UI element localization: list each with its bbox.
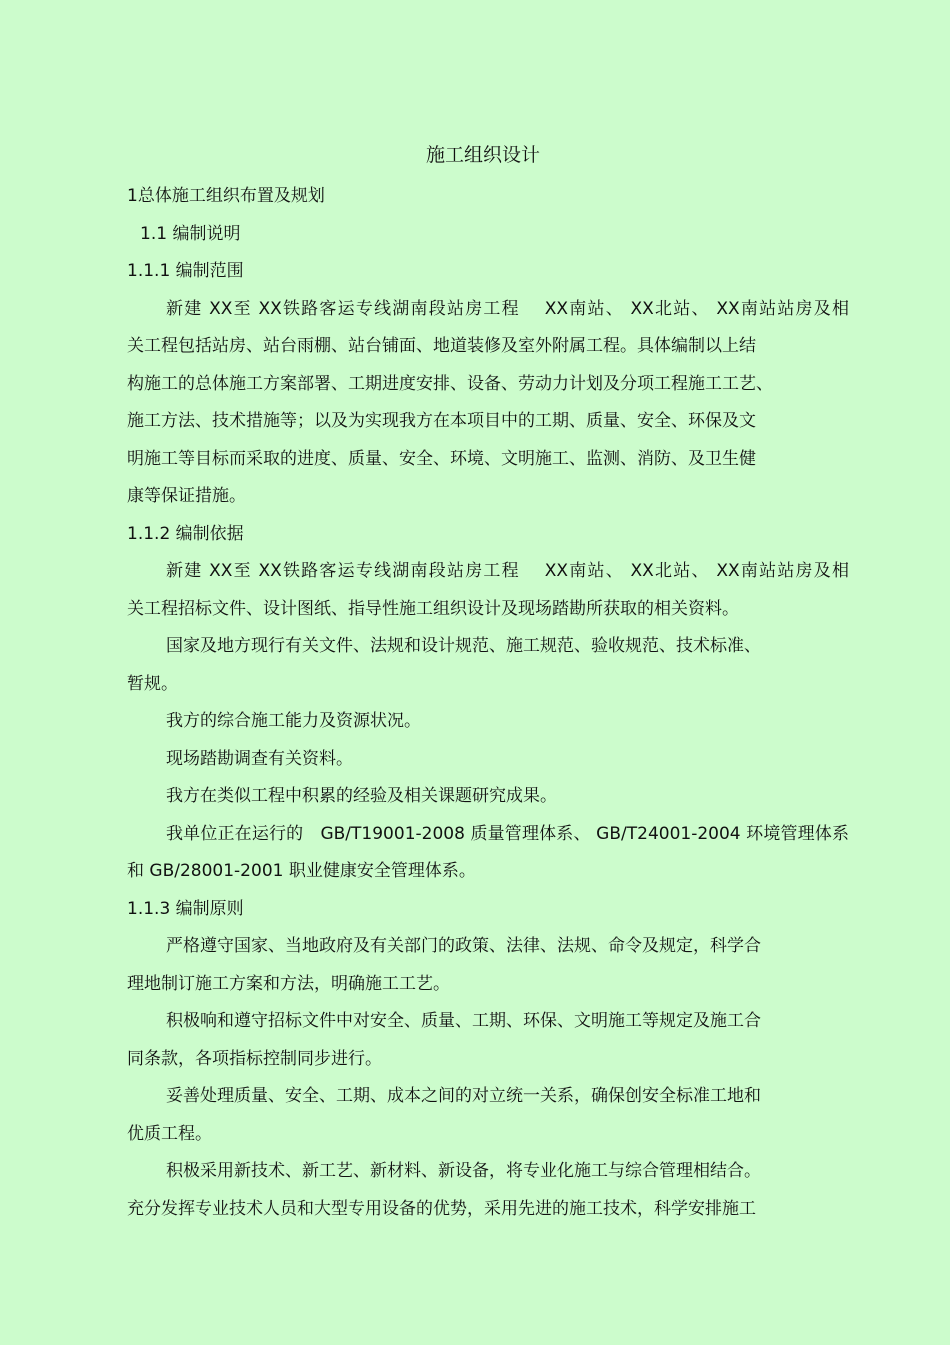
paragraph-line: 充分发挥专业技术人员和大型专用设备的优势，采用先进的施工技术，科学安排施工 bbox=[127, 1198, 756, 1219]
section-heading: 1总体施工组织布置及规划 bbox=[127, 186, 325, 206]
paragraph-line: 理地制订施工方案和方法，明确施工工艺。 bbox=[127, 973, 450, 994]
section-heading: 1.1 编制说明 bbox=[140, 223, 241, 244]
section-heading: 1.1.1 编制范围 bbox=[127, 261, 244, 281]
paragraph-line: 我方的综合施工能力及资源状况。 bbox=[166, 711, 421, 731]
paragraph-line: 关工程包括站房、站台雨棚、站台铺面、地道装修及室外附属工程。具体编制以上结 bbox=[127, 336, 756, 356]
section-heading: 1.1.2 编制依据 bbox=[127, 523, 244, 544]
paragraph-line: 现场踏勘调查有关资料。 bbox=[166, 748, 353, 769]
document-body bbox=[127, 178, 849, 1228]
paragraph-line: 我方在类似工程中积累的经验及相关课题研究成果。 bbox=[166, 786, 557, 806]
paragraph-line: 同条款，各项指标控制同步进行。 bbox=[127, 1048, 382, 1069]
paragraph-line: 我单位正在运行的 GB/T19001-2008 质量管理体系、 GB/T24001-2004 环境管理体系 bbox=[166, 823, 849, 844]
paragraph-line: 妥善处理质量、安全、工期、成本之间的对立统一关系，确保创安全标准工地和 bbox=[166, 1086, 761, 1106]
paragraph-line: 新建 XX至 XX铁路客运专线湖南段站房工程 XX南站、 XX北站、 XX南站站房及相 bbox=[166, 561, 849, 581]
paragraph-line: 和 GB/28001-2001 职业健康安全管理体系。 bbox=[127, 861, 476, 881]
paragraph-line: 积极响和遵守招标文件中对安全、质量、工期、环保、文明施工等规定及施工合 bbox=[166, 1011, 761, 1031]
paragraph-line: 康等保证措施。 bbox=[127, 486, 246, 506]
paragraph-line: 暂规。 bbox=[127, 673, 178, 694]
paragraph-line: 明施工等目标而采取的进度、质量、安全、环境、文明施工、监测、消防、及卫生健 bbox=[127, 448, 756, 469]
paragraph-line: 国家及地方现行有关文件、法规和设计规范、施工规范、验收规范、技术标准、 bbox=[166, 636, 761, 656]
paragraph-line: 积极采用新技术、新工艺、新材料、新设备，将专业化施工与综合管理相结合。 bbox=[166, 1161, 761, 1181]
paragraph-line: 关工程招标文件、设计图纸、指导性施工组织设计及现场踏勘所获取的相关资料。 bbox=[127, 598, 739, 619]
paragraph-line: 优质工程。 bbox=[127, 1123, 212, 1144]
paragraph-line: 新建 XX至 XX铁路客运专线湖南段站房工程 XX南站、 XX北站、 XX南站站房及相 bbox=[166, 298, 849, 319]
section-heading: 1.1.3 编制原则 bbox=[127, 898, 244, 919]
paragraph-line: 施工方法、技术措施等；以及为实现我方在本项目中的工期、质量、安全、环保及文 bbox=[127, 411, 756, 431]
paragraph-line: 严格遵守国家、当地政府及有关部门的政策、法律、法规、命令及规定，科学合 bbox=[166, 936, 761, 956]
paragraph-line: 构施工的总体施工方案部署、工期进度安排、设备、劳动力计划及分项工程施工工艺、 bbox=[127, 373, 773, 394]
document-title: 施工组织设计 bbox=[425, 144, 540, 166]
